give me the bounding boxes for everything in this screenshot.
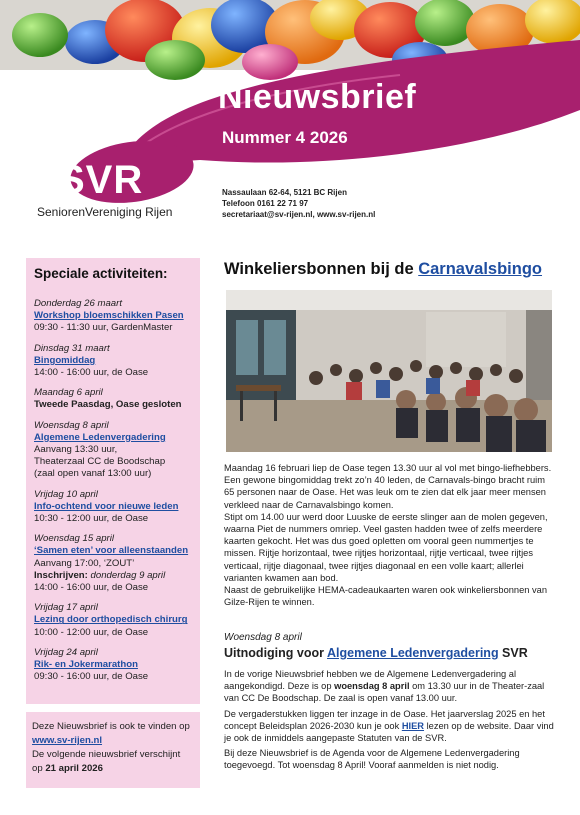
bold-date: woensdag 8 april [334,681,410,692]
special-activities-sidebar [26,258,200,704]
article-paragraph: Naast de gebruikelijke HEMA-cadeaukaarten waren ook winkeliersbonnen van Gilze-Rijen te winnen. [224,585,547,608]
footer-text [32,762,194,776]
event-date: Woensdag 8 april [34,419,109,431]
events-list [34,298,200,691]
event-detail: 14:00 - 16:00 uur, de Oase [34,582,149,594]
event-item [34,298,200,335]
hier-link[interactable]: HIER [401,720,425,731]
event-item [34,602,200,639]
footer-text: De volgende nieuwsbrief verschijnt [32,749,181,760]
next-issue-date: 21 april 2026 [45,763,103,774]
footer-prefix: op [32,763,46,774]
event-item [34,533,200,594]
article-2-body [224,668,554,775]
bingo-hall-photo [226,290,552,452]
text: lezen op de website. Daar vind je ook de inmiddels aangepaste Statuten van de SVR. [224,720,554,744]
event-date: Maandag 6 april [34,387,103,399]
event-detail: Theaterzaal CC de Boodschap [34,456,166,468]
address-block [222,187,375,220]
article-title-text: Winkeliersbonnen bij de [224,260,419,278]
article-1-body [224,462,554,608]
event-date: Vrijdag 10 april [34,488,98,500]
article-paragraph [224,668,554,705]
event-item [34,420,200,481]
address-line: Nassaulaan 62-64, 5121 BC Rijen [222,188,347,197]
article-title-link[interactable]: Carnavalsbingo [418,260,543,278]
event-link[interactable]: Lezing door orthopedisch chirurg [34,614,188,626]
article-2-date: Woensdag 8 april [224,632,302,643]
article-paragraph [224,708,554,745]
text: In de vorige Nieuwsbrief hebben we de Algemene Ledenvergadering al aangekondigd. Deze is op [224,669,517,692]
sidebar-footer-box [26,712,200,788]
event-link[interactable]: ‘Samen eten’ voor alleenstaanden [34,545,189,557]
title-prefix: Uitnodiging voor [224,646,327,660]
title-link[interactable]: Algemene Ledenvergadering [327,646,499,660]
event-item [34,343,200,380]
sidebar-heading: Speciale activiteiten: [34,266,168,281]
title-suffix: SVR [498,646,528,660]
website-link[interactable]: www.sv-rijen.nl [32,735,103,746]
event-detail: 10:00 - 12:00 uur, de Oase [34,626,149,638]
event-date: Vrijdag 24 april [34,646,98,658]
contact-line: secretariaat@sv-rijen.nl, www.sv-rijen.nl [222,210,376,219]
article-1-heading [224,260,554,279]
registration-label: Inschrijven: [34,569,88,581]
footer-text: Deze Nieuwsbrief is ook te vinden op [32,721,190,732]
event-detail: 10:30 - 12:00 uur, de Oase [34,513,149,525]
event-date: Woensdag 15 april [34,533,114,545]
event-item [34,489,200,526]
event-detail: 09:30 - 11:30 uur, GardenMaster [34,322,173,334]
event-date: Donderdag 26 maart [34,298,122,309]
event-link[interactable]: Algemene Ledenvergadering [34,431,166,443]
phone-line: Telefoon 0161 22 71 97 [222,199,309,208]
registration-date: donderdag 9 april [87,569,166,581]
event-detail: 09:30 - 16:00 uur, de Oase [34,671,149,683]
event-date: Vrijdag 17 april [34,602,98,614]
event-date: Dinsdag 31 maart [34,342,110,354]
text: De vergaderstukken liggen ter inzage in de Oase. Het jaarverslag 2025 en het concept Beleidsplan 2026-2030 kun je ook [224,708,545,731]
event-item [34,387,200,411]
text: om 13.30 uur in de Theater-zaal van CC De Boodschap. De zaal is open vanaf 13.00 uur. [224,681,545,704]
event-notice: Tweede Paasdag, Oase gesloten [34,399,182,411]
article-paragraph: Maandag 16 februari liep de Oase tegen 13.30 uur al vol met bingo-liefhebbers. Een gewone bingomiddag trekt zo’n 40 leden, de Carnavals-bingo bracht ruim 65 personen naar de Oase. Het was leuk om te zien dat elk jaar meer mensen verkleed naar de Carnavalsbingo komen. [224,463,552,510]
event-link[interactable]: Workshop bloemschikken Pasen [34,310,184,322]
event-detail: Aanvang 17:00, ‘ZOUT’ [34,557,135,569]
article-paragraph: Stipt om 14.00 uur werd door Luuske de eerste slinger aan de molen gegeven, waarna Piet de nummers omriep. Veel gasten hadden twee of zelfs meerdere kaarten gekocht. Het was dus goed opletten om vooral geen nummertjes te missen. Rijtje horizontaal, twee rijtjes horizontaal, rijtje verticaal, twee rijtjes verticaal, rijtje diagonaal, twee rijtjes diagonaal en een volle kaart; allerlei varianten kwamen aan bod. [224,511,548,583]
event-link[interactable]: Bingomiddag [34,354,96,366]
logo-name: SeniorenVereniging Rijen [37,205,173,219]
logo-mark: SVR [58,158,144,202]
event-detail: (zaal open vanaf 13:00 uur) [34,468,152,480]
newsletter-title: Nieuwsbrief [218,78,417,116]
event-link[interactable]: Rik- en Jokermarathon [34,659,138,671]
article-2-title [224,646,528,660]
event-detail: 14:00 - 16:00 uur, de Oase [34,367,149,379]
article-paragraph: Bij deze Nieuwsbrief is de Agenda voor de Algemene Ledenvergadering toegevoegd. Tot woensdag 8 April! Vooraf aanmelden is niet nodig. [224,748,520,771]
event-item [34,647,200,684]
event-link[interactable]: Info-ochtend voor nieuwe leden [34,500,179,512]
event-registration [34,570,200,582]
event-detail: Aanvang 13:30 uur, [34,444,118,456]
issue-number: Nummer 4 2026 [222,128,348,147]
